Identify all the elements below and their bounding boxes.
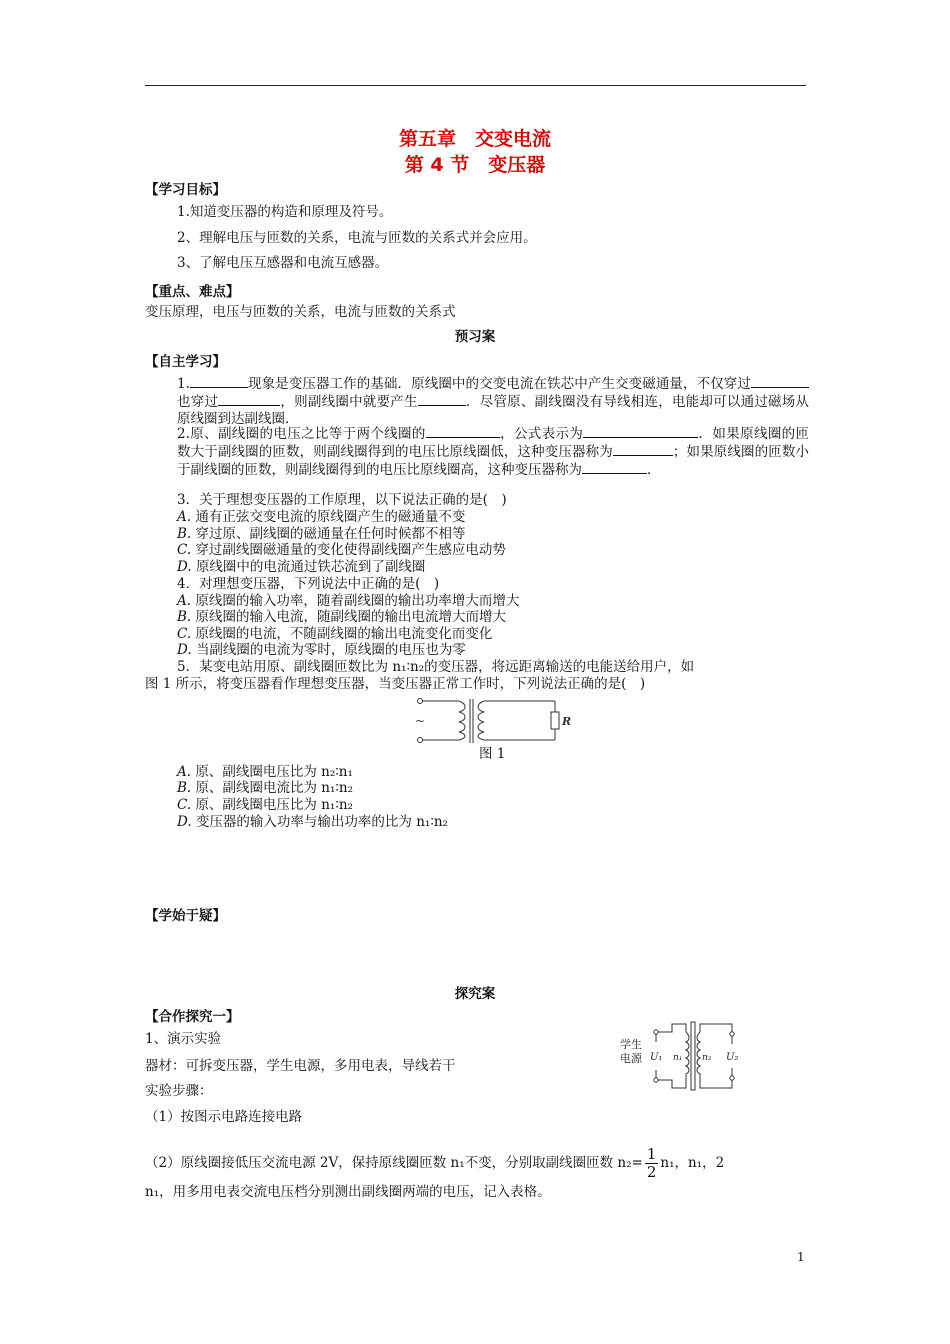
section-title: 第 4 节 变压器 (404, 154, 546, 176)
transformer-figure-1 (412, 693, 572, 748)
q4-stem: 4．对理想变压器，下列说法中正确的是( ) (177, 576, 440, 592)
goal-item-1: 1.知道变压器的构造和原理及符号。 (177, 204, 393, 220)
blank[interactable] (613, 443, 673, 456)
q4-option-d[interactable]: D. 当副线圈的电流为零时，原线圈的电压也为零 (177, 642, 466, 658)
key-text: 变压原理，电压与匝数的关系，电流与匝数的关系式 (145, 304, 456, 320)
blank[interactable] (751, 375, 809, 388)
explore-line-4: （1）按图示电路连接电路 (145, 1109, 303, 1125)
blank[interactable] (218, 393, 280, 406)
doubt-heading: 【学始于疑】 (145, 908, 226, 924)
transformer-figure-2 (618, 1018, 748, 1094)
blank[interactable] (190, 375, 248, 388)
q3-stem: 3．关于理想变压器的工作原理，以下说法正确的是( ) (177, 492, 507, 508)
question-2: 2.原、副线圈的电压之比等于两个线圈的 ，公式表示为 ．如果原线圈的匝数大于副线圈的匝数，则副线圈得到的电压比原线圈低，这种变压器称为 ；如果原线圈的匝数小于副线圈的匝数，则副线圈得到的电压比原线圈高，这种变压器称为 ． (177, 426, 810, 478)
explore-line-5: （2）原线圈接低压交流电源 2V，保持原线圈匝数 n₁不变，分别取副线圈匝数 n₂= $\frac{1}{2}$ n₁，n₁，2 (145, 1145, 725, 1181)
q3-option-c[interactable]: C. 穿过副线圈磁通量的变化使得副线圈产生感应电动势 (177, 542, 506, 558)
key-heading: 【重点、难点】 (145, 284, 240, 300)
q4-option-b[interactable]: B. 原线圈的输入电流，随副线圈的输出电流增大而增大 (177, 609, 507, 625)
q5-line-2: 图 1 所示，将变压器看作理想变压器，当变压器正常工作时，下列说法正确的是( ) (145, 676, 646, 692)
figure-1-caption: 图 1 (479, 746, 506, 762)
q3-option-d[interactable]: D. 原线圈中的电流通过铁芯流到了副线圈 (177, 559, 426, 575)
q4-option-c[interactable]: C. 原线圈的电流，不随副线圈的输出电流变化而变化 (177, 626, 493, 642)
q4-option-a[interactable]: A. 原线圈的输入功率，随着副线圈的输出功率增大而增大 (177, 593, 520, 609)
q5-option-b[interactable]: B. 原、副线圈电流比为 n₁∶n₂ (177, 780, 354, 796)
goal-item-3: 3、了解电压互感器和电流互感器。 (177, 255, 389, 271)
blank[interactable] (583, 425, 698, 438)
q5-option-a[interactable]: A. 原、副线圈电压比为 n₂∶n₁ (177, 764, 353, 780)
q3-option-b[interactable]: B. 穿过原、副线圈的磁通量在任何时候都不相等 (177, 526, 466, 542)
fraction-one-half: $\frac{1}{2}$ (646, 1145, 657, 1181)
goals-heading: 【学习目标】 (145, 182, 226, 198)
explore-line-2: 器材：可拆变压器，学生电源，多用电表，导线若干 (145, 1058, 456, 1074)
svg-text:电源: 电源 (620, 1052, 642, 1065)
ac-symbol: ~ (415, 714, 426, 728)
explore-line-3: 实验步骤： (145, 1083, 213, 1099)
preview-heading: 预习案 (454, 329, 496, 345)
blank[interactable] (418, 393, 466, 406)
svg-text:学生: 学生 (620, 1038, 642, 1051)
resistor-label: R (562, 715, 572, 728)
question-1: 1. 现象是变压器工作的基础．原线圈中的交变电流在铁芯中产生交变磁通量，不仅穿过也穿过 ，则副线圈中就要产生 ．尽管原、副线圈没有导线相连，电能却可以通过磁场从原线圈到达副线圈． (177, 376, 810, 427)
self-study-heading: 【自主学习】 (145, 354, 226, 370)
resistor (551, 712, 559, 729)
q5-line-1: 5．某变电站用原、副线圈匝数比为 n₁∶n₂的变压器，将远距离输送的电能送给用户，如 (177, 659, 695, 675)
explore-heading: 探究案 (454, 986, 496, 1002)
coop-heading: 【合作探究一】 (145, 1009, 240, 1025)
svg-text:U₁: U₁ (650, 1052, 663, 1063)
goal-item-2: 2、理解电压与匝数的关系，电流与匝数的关系式并会应用。 (177, 230, 537, 246)
q5-option-d[interactable]: D. 变压器的输入功率与输出功率的比为 n₁∶n₂ (177, 814, 448, 830)
blank[interactable] (426, 425, 500, 438)
explore-line-1: 1、演示实验 (145, 1031, 222, 1047)
chapter-title: 第五章 交变电流 (398, 128, 551, 150)
svg-text:U₂: U₂ (726, 1052, 739, 1063)
svg-text:n₂: n₂ (702, 1053, 712, 1063)
header-rule (145, 85, 806, 86)
explore-line-6: n₁，用多用电表交流电压档分别测出副线圈两端的电压，记入表格。 (145, 1184, 551, 1200)
q3-option-a[interactable]: A. 通有正弦交变电流的原线圈产生的磁通量不变 (177, 509, 466, 525)
svg-text:n₁: n₁ (673, 1053, 683, 1063)
page-number: 1 (797, 1250, 805, 1264)
blank[interactable] (582, 461, 647, 474)
q5-option-c[interactable]: C. 原、副线圈电压比为 n₁∶n₂ (177, 797, 353, 813)
